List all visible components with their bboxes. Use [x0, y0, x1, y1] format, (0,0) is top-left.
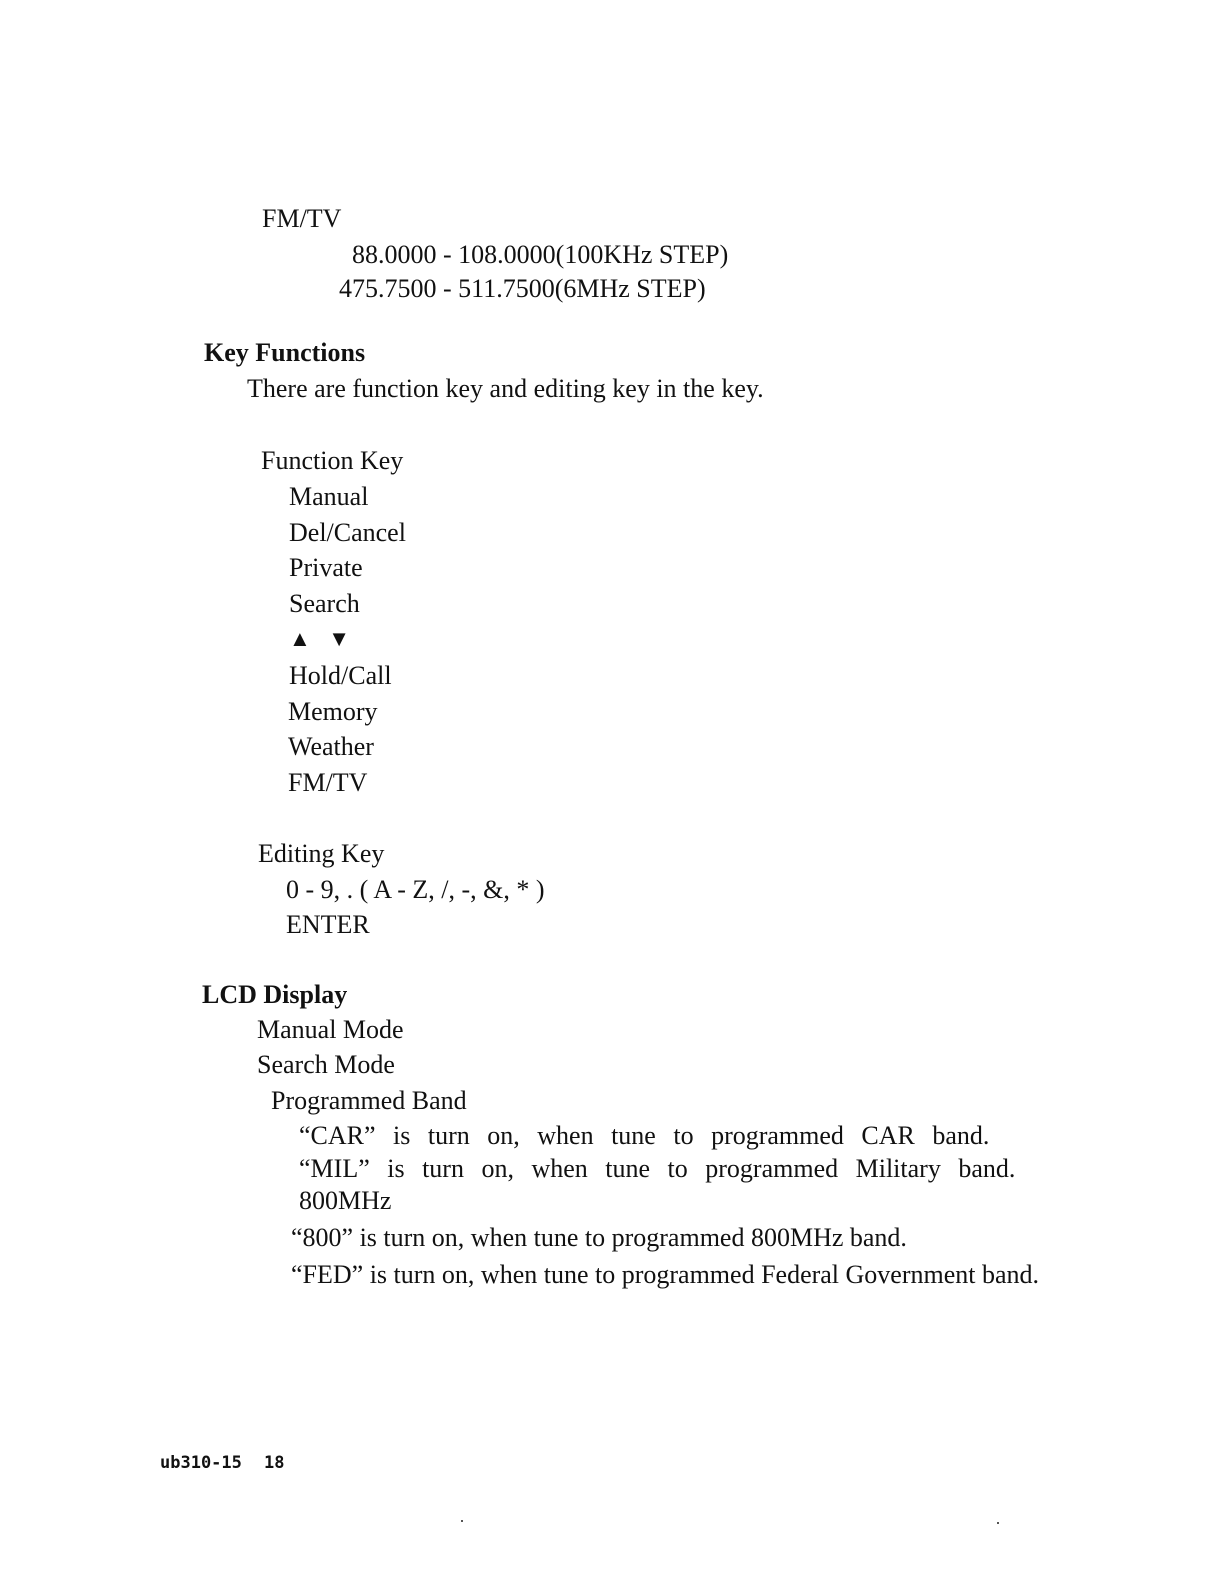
programmed-band-800: “800” is turn on, when tune to programmed 800MHz band. — [291, 1223, 907, 1252]
programmed-band-fed: “FED” is turn on, when tune to programmed Federal Government band. — [291, 1260, 1040, 1289]
function-key-item-manual: Manual — [289, 482, 369, 511]
lcd-mode-search: Search Mode — [257, 1050, 395, 1079]
editing-key-label: Editing Key — [258, 839, 385, 868]
programmed-band-car: “CAR” is turn on, when tune to programmed CAR band. — [299, 1121, 990, 1150]
fmtv-range-2: 475.7500 - 511.7500(6MHz STEP) — [339, 274, 706, 303]
programmed-band-mil: “MIL” is turn on, when tune to programmed Military band. — [299, 1154, 1016, 1183]
function-key-item-hold-call: Hold/Call — [289, 661, 392, 690]
function-key-item-weather: Weather — [288, 732, 374, 761]
programmed-band-800mhz: 800MHz — [299, 1186, 392, 1215]
function-key-item-search: Search — [289, 589, 360, 618]
fmtv-range-1: 88.0000 - 108.0000(100KHz STEP) — [352, 240, 729, 269]
fmtv-label: FM/TV — [262, 204, 342, 233]
function-key-item-fmtv: FM/TV — [288, 768, 368, 797]
lcd-mode-manual: Manual Mode — [257, 1015, 404, 1044]
scan-speck — [461, 1520, 463, 1522]
footer-doc-id: ub310-15 — [160, 1453, 242, 1473]
function-key-item-arrows: ▲ ▼ — [289, 626, 357, 651]
function-key-item-memory: Memory — [288, 697, 378, 726]
programmed-band-label: Programmed Band — [271, 1086, 467, 1115]
function-key-item-private: Private — [289, 553, 363, 582]
lcd-display-heading: LCD Display — [202, 980, 348, 1009]
editing-key-item-enter: ENTER — [286, 910, 370, 939]
function-key-label: Function Key — [261, 446, 404, 475]
editing-key-item-chars: 0 - 9, . ( A - Z, /, -, &, * ) — [286, 875, 545, 904]
footer-page-number: 18 — [264, 1453, 285, 1473]
scan-speck — [997, 1522, 999, 1524]
key-functions-intro: There are function key and editing key in the key. — [247, 374, 764, 403]
function-key-item-del-cancel: Del/Cancel — [289, 518, 406, 547]
key-functions-heading: Key Functions — [204, 338, 366, 367]
